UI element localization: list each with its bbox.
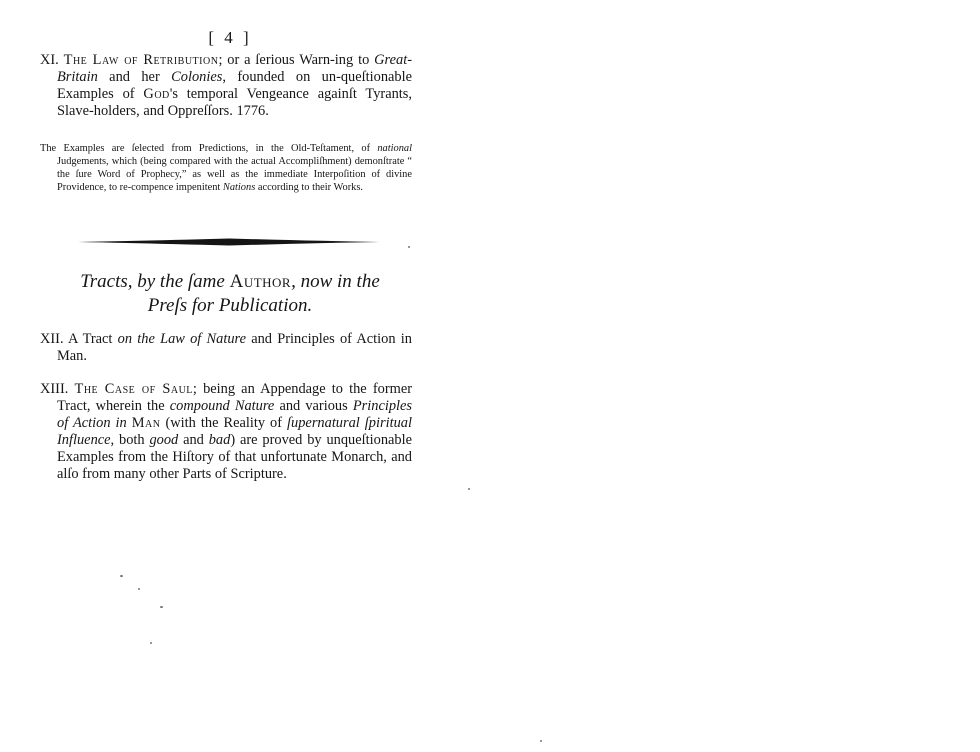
entry-xiii-text-2: and various [274,398,353,414]
entry-xi [40,52,412,120]
entry-xii [40,331,412,365]
entry-xiii-text-1: ; being an Appendage to the former Tract, wherein the [57,381,412,414]
entry-xii-numeral: XII. [40,331,64,347]
heading-line1-b: , now in the [291,271,380,292]
scan-speck [150,642,152,644]
entry-xi-god: God [143,86,170,102]
entry-xi-place-great-britain: Great-Britain [57,52,412,85]
heading-author: Author [229,271,292,292]
section-heading [44,270,416,318]
entry-xi-numeral: XI. [40,52,59,68]
entry-xi-text-3: , founded on un-queſtionable Examples of [57,69,412,102]
entry-xi-title: The Law of Retribution [63,52,219,68]
entry-xiii [40,381,412,483]
entry-xii-text-1: A Tract [68,331,118,347]
entry-xiii-title: The Case of Saul [74,381,193,397]
entry-xiii-principles: Principles of Action in [57,398,413,431]
entry-xii-text [40,331,412,365]
entry-xiii-numeral: XIII. [40,381,69,397]
decorative-rule [78,238,380,246]
entry-xi-note-text [40,142,412,194]
section-heading-line-1 [44,270,416,294]
note-text-2: Judgements, which (being compared with the actual Accompliſhment) demonſtrate “ the ſure Word of Prophecy,” as well as the immediate Interpoſition of divine Providence, to re-compence impenitent [57,156,412,193]
scan-speck [540,740,542,742]
note-nations: Nations [222,182,256,193]
entry-xiii-supernatural: ſupernatural ſpiritual Influence, [57,415,412,448]
scan-speck [160,606,163,608]
section-heading-line-2: Preſs for Publication. [147,295,313,316]
entry-xiii-text [40,381,412,483]
entry-xi-text-1: ; or a ſerious Warn-ing to [218,52,375,68]
entry-xii-on-law: on the Law of Nature [117,331,246,347]
entry-xi-text [40,52,412,120]
entry-xiii-bad: bad [208,432,231,448]
scan-speck [468,488,470,490]
entry-xiii-man: Man [131,415,161,431]
entry-xiii-good: good [149,432,179,448]
note-national: national [377,143,412,154]
scan-speck [120,575,123,577]
note-text-1: The Examples are ſelected from Predictions, in the Old-Teſtament, of [40,143,378,154]
entry-xi-text-2: and her [97,69,172,85]
entry-xii-text-2: and Principles of Action in Man. [57,331,412,364]
entry-xiii-text-3: (with the Reality of [160,415,288,431]
entry-xiii-text-6: ) are proved by unqueſtionable Examples from the Hiſtory of that unfortunate Monarch, and alſo from many other Parts of Scripture. [57,432,412,482]
heading-line1-a: Tracts, by the ſame [80,271,230,292]
scan-speck [138,588,140,590]
page-number: [ 4 ] [208,28,252,47]
entry-xi-note [40,142,412,194]
entry-xiii-text-5: and [178,432,209,448]
note-text-3: according to their Works. [255,182,364,193]
scan-speck [408,246,410,248]
entry-xiii-compound: compound Nature [169,398,275,414]
entry-xiii-text-4: both [114,432,150,448]
entry-xi-place-colonies: Colonies [171,69,223,85]
entry-xi-text-4: 's temporal Vengeance againſt Tyrants, Slave-holders, and Oppreſſors. 1776. [57,86,412,119]
